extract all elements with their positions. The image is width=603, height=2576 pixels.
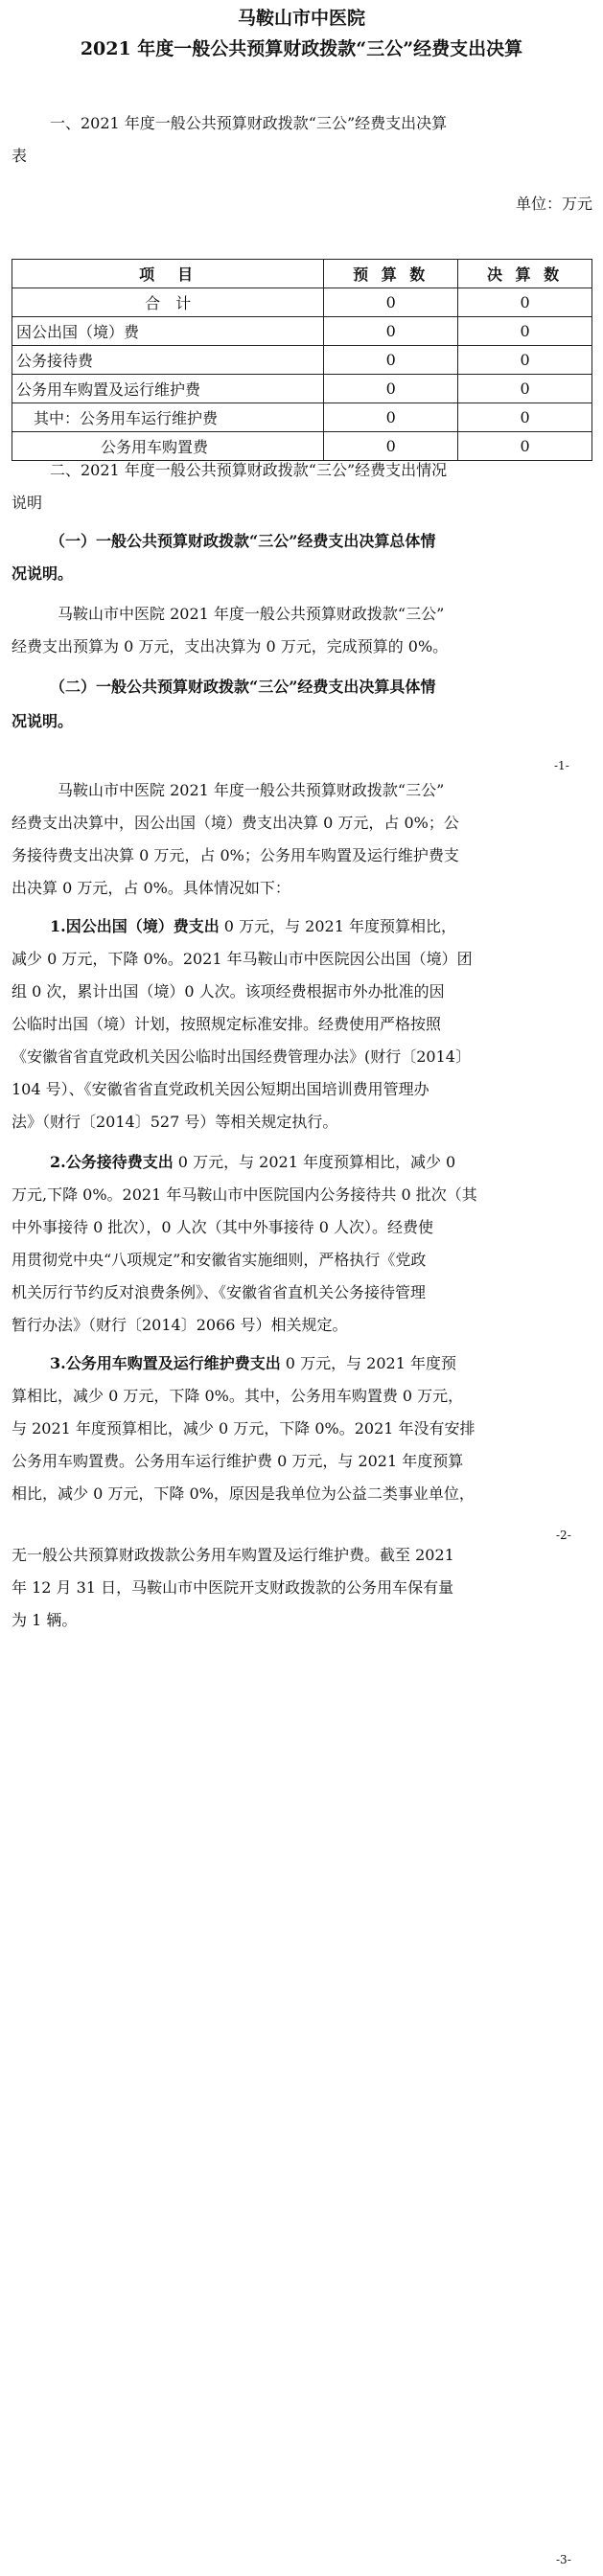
unit-label: 单位：万元 — [515, 195, 592, 213]
section2-heading-line2: 说明 — [12, 494, 43, 512]
item3-title: 3.公务用车购置及运行维护费支出 — [50, 1354, 281, 1372]
table-row-total — [12, 288, 592, 317]
row-budget: 0 — [324, 403, 458, 432]
row-item: 公务接待费 — [12, 346, 324, 375]
section1-heading-line2: 表 — [12, 147, 28, 165]
item1-title: 1.因公出国（境）费支出 — [50, 917, 220, 935]
section1-heading-line1: 一、2021 年度一般公共预算财政拨款“三公”经费支出决算 — [50, 114, 448, 132]
item1-line6: 104 号）、《安徽省省直党政机关因公短期出国培训费用管理办 — [12, 1080, 429, 1098]
para1-line2: 经费支出预算为 0 万元，支出决算为 0 万元，完成预算的 0%。 — [12, 637, 449, 656]
row-actual: 0 — [458, 403, 592, 432]
budget-table — [12, 259, 592, 461]
table-row — [12, 375, 592, 403]
item2-line1 — [12, 1146, 587, 1179]
item2-line3: 中外事接待 0 批次），0 人次（其中外事接待 0 人次）。经费使 — [12, 1218, 433, 1236]
item1-line7: 法》（财行〔2014〕527 号）等相关规定执行。 — [12, 1113, 338, 1131]
item1-line5: 《安徽省省直党政机关因公临时出国经费管理办法》(财行〔2014〕 — [12, 1047, 471, 1066]
item3-line5: 相比，减少 0 万元，下降 0%，原因是我单位为公益二类事业单位， — [12, 1484, 475, 1503]
item2-line4: 用贯彻党中央“八项规定”和安徽省实施细则，严格执行《党政 — [12, 1251, 427, 1269]
para2-line4: 出决算 0 万元，占 0%。具体情况如下： — [12, 879, 290, 897]
row-budget: 0 — [324, 375, 458, 403]
item1-line1 — [12, 910, 587, 943]
row-budget: 0 — [324, 432, 458, 461]
row-item: 合 计 — [12, 288, 324, 317]
row-budget: 0 — [324, 288, 458, 317]
row-actual: 0 — [458, 346, 592, 375]
item2-line2: 万元,下降 0%。2021 年马鞍山市中医院国内公务接待共 0 批次（其 — [12, 1185, 477, 1204]
row-budget: 0 — [324, 346, 458, 375]
row-item: 因公出国（境）费 — [12, 317, 324, 346]
item3-line1 — [12, 1347, 587, 1380]
table-header-row — [12, 260, 592, 288]
row-actual: 0 — [458, 317, 592, 346]
sub2-heading-line1: （二）一般公共预算财政拨款“三公”经费支出决算具体情 — [50, 678, 436, 696]
section2-heading-line1: 二、2021 年度一般公共预算财政拨款“三公”经费支出情况 — [50, 461, 448, 479]
page-number-3: -3- — [556, 2553, 571, 2566]
row-actual: 0 — [458, 432, 592, 461]
row-budget: 0 — [324, 317, 458, 346]
item3-line4: 公务用车购置费。公务用车运行维护费 0 万元，与 2021 年度预算 — [12, 1452, 464, 1470]
sub2-heading-line2: 况说明。 — [12, 712, 74, 730]
item3-cont-line2: 年 12 月 31 日，马鞍山市中医院开支财政拨款的公务用车保有量 — [12, 1578, 454, 1597]
item2-line6: 暂行办法》（财行〔2014〕2066 号）相关规定。 — [12, 1316, 348, 1334]
item3-cont-line3: 为 1 辆。 — [12, 1611, 78, 1629]
item3-text: 0 万元，与 2021 年度预 — [280, 1354, 456, 1372]
page-title: 2021 年度一般公共预算财政拨款“三公”经费支出决算 — [80, 38, 523, 59]
item3-line3: 与 2021 年度预算相比，减少 0 万元，下降 0%。2021 年没有安排 — [12, 1419, 475, 1438]
row-actual: 0 — [458, 288, 592, 317]
row-item: 公务用车购置及运行维护费 — [12, 375, 324, 403]
page-number-1: -1- — [554, 759, 569, 772]
item2-text: 0 万元，与 2021 年度预算相比，减少 0 — [173, 1153, 456, 1171]
para2-line2: 经费支出决算中，因公出国（境）费支出决算 0 万元，占 0%；公 — [12, 814, 459, 832]
row-item: 公务用车购置费 — [12, 432, 324, 461]
table-row — [12, 317, 592, 346]
item3-cont-line1: 无一般公共预算财政拨款公务用车购置及运行维护费。截至 2021 — [12, 1546, 454, 1564]
table-row — [12, 403, 592, 432]
item1-line3: 组 0 次，累计出国（境）0 人次。该项经费根据市外办批准的因 — [12, 982, 445, 1000]
item2-title: 2.公务接待费支出 — [50, 1153, 174, 1171]
item3-line2: 算相比，减少 0 万元，下降 0%。其中，公务用车购置费 0 万元， — [12, 1387, 464, 1405]
table-row — [12, 346, 592, 375]
item1-line4: 公临时出国（境）计划，按照规定标准安排。经费使用严格按照 — [12, 1015, 442, 1033]
para2-line1: 马鞍山市中医院 2021 年度一般公共预算财政拨款“三公” — [58, 781, 445, 799]
para1-line1: 马鞍山市中医院 2021 年度一般公共预算财政拨款“三公” — [58, 605, 445, 623]
col-header-actual: 决 算 数 — [458, 260, 592, 288]
sub1-heading-line1: （一）一般公共预算财政拨款“三公”经费支出决算总体情 — [50, 532, 436, 550]
page-number-2: -2- — [556, 1529, 571, 1542]
col-header-budget: 预 算 数 — [324, 260, 458, 288]
org-title: 马鞍山市中医院 — [237, 8, 365, 29]
item1-text: 0 万元，与 2021 年度预算相比， — [219, 917, 456, 935]
row-item: 其中：公务用车运行维护费 — [12, 403, 324, 432]
para2-line3: 务接待费支出决算 0 万元，占 0%；公务用车购置及运行维护费支 — [12, 846, 459, 864]
col-header-item: 项 目 — [12, 260, 324, 288]
item1-line2: 减少 0 万元，下降 0%。2021 年马鞍山市中医院因公出国（境）团 — [12, 950, 473, 968]
item2-line5: 机关厉行节约反对浪费条例》、《安徽省省直机关公务接待管理 — [12, 1283, 427, 1301]
sub1-heading-line2: 况说明。 — [12, 564, 74, 583]
row-actual: 0 — [458, 375, 592, 403]
